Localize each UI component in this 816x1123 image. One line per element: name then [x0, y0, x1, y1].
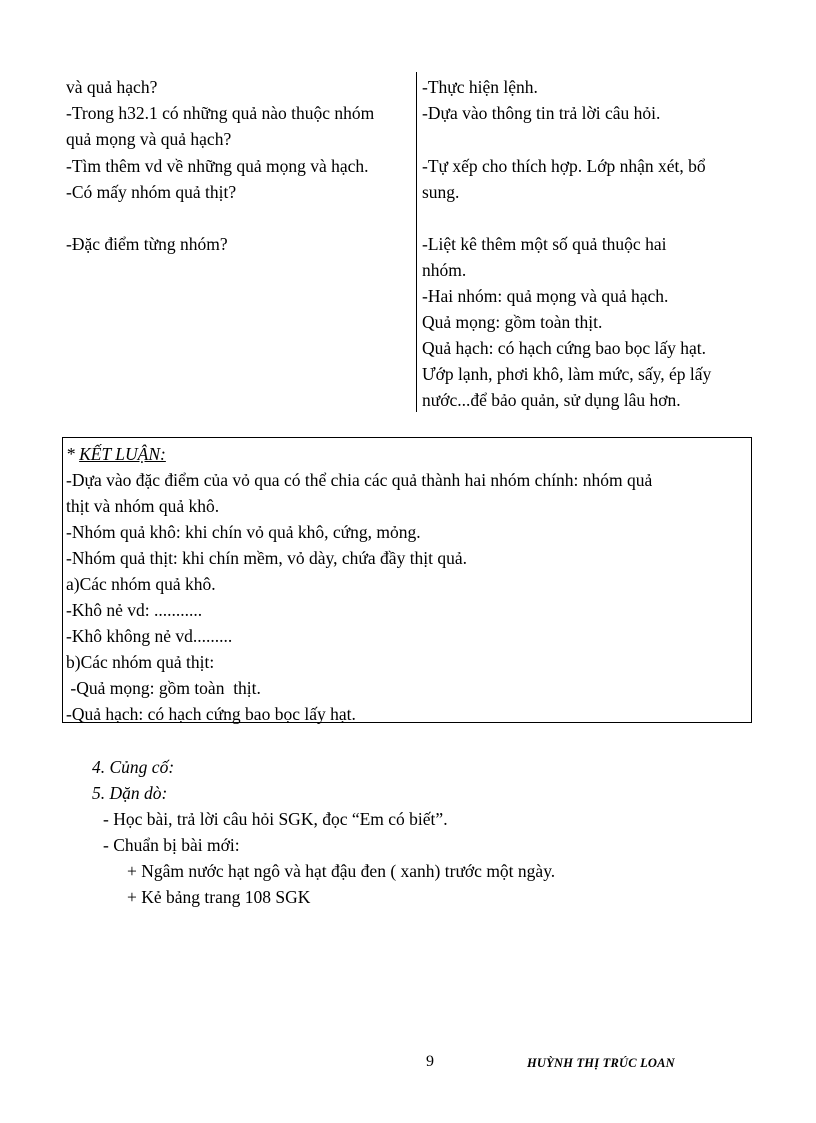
conclusion-line: -Quả hạch: có hạch cứng bao bọc lấy hạt. [66, 704, 356, 724]
conclusion-line: a)Các nhóm quả khô. [66, 574, 216, 594]
conclusion-title: KẾT LUẬN: [79, 444, 166, 464]
conclusion-line: thịt và nhóm quả khô. [66, 496, 220, 516]
teacher-line: quả mọng và quả hạch? [66, 129, 232, 149]
teacher-line: và quả hạch? [66, 77, 158, 97]
section-dan-do: 5. Dặn dò: [92, 783, 168, 803]
homework-item: - Chuẩn bị bài mới: [103, 835, 240, 855]
author-name: HUỲNH THỊ TRÚC LOAN [527, 1056, 675, 1070]
student-line: nhóm. [422, 260, 467, 280]
teacher-line: -Đặc điểm từng nhóm? [66, 234, 228, 254]
conclusion-line: -Quả mọng: gồm toàn thịt. [66, 678, 261, 698]
student-line: -Thực hiện lệnh. [422, 77, 538, 97]
conclusion-box [62, 437, 752, 723]
student-line: nước...để bảo quản, sử dụng lâu hơn. [422, 390, 681, 410]
teacher-line: -Trong h32.1 có những quả nào thuộc nhóm [66, 103, 375, 123]
conclusion-line: -Nhóm quả thịt: khi chín mềm, vỏ dày, chứa đầy thịt quả. [66, 548, 468, 568]
student-line: -Dựa vào thông tin trả lời câu hỏi. [422, 103, 661, 123]
conclusion-line: -Khô không nẻ vd......... [66, 626, 233, 646]
student-line: -Tự xếp cho thích hợp. Lớp nhận xét, bổ [422, 156, 706, 176]
homework-subitem: + Kẻ bảng trang 108 SGK [127, 887, 311, 907]
student-line: Quả mọng: gồm toàn thịt. [422, 312, 603, 332]
conclusion-heading [66, 441, 166, 467]
student-line: -Hai nhóm: quả mọng và quả hạch. [422, 286, 669, 306]
homework-item: - Học bài, trả lời câu hỏi SGK, đọc “Em có biết”. [103, 809, 448, 829]
conclusion-line: b)Các nhóm quả thịt: [66, 652, 215, 672]
student-line: Ướp lạnh, phơi khô, làm mức, sấy, ép lấy [422, 364, 712, 384]
section-cung-co: 4. Củng cố: [92, 757, 175, 777]
student-line: Quả hạch: có hạch cứng bao bọc lấy hạt. [422, 338, 707, 358]
conclusion-line: -Khô nẻ vd: ........... [66, 600, 203, 620]
page-number: 9 [426, 1053, 434, 1070]
conclusion-star: * [66, 444, 80, 464]
homework-subitem: + Ngâm nước hạt ngô và hạt đậu đen ( xanh) trước một ngày. [127, 861, 556, 881]
table-column-divider [416, 72, 417, 412]
conclusion-line: -Nhóm quả khô: khi chín vỏ quả khô, cứng, mỏng. [66, 522, 421, 542]
student-line: -Liệt kê thêm một số quả thuộc hai [422, 234, 667, 254]
teacher-line: -Có mấy nhóm quả thịt? [66, 182, 237, 202]
teacher-line: -Tìm thêm vd về những quả mọng và hạch. [66, 156, 369, 176]
student-line: sung. [422, 182, 460, 202]
conclusion-line: -Dựa vào đặc điểm của vỏ qua có thể chia các quả thành hai nhóm chính: nhóm quả [66, 470, 653, 490]
